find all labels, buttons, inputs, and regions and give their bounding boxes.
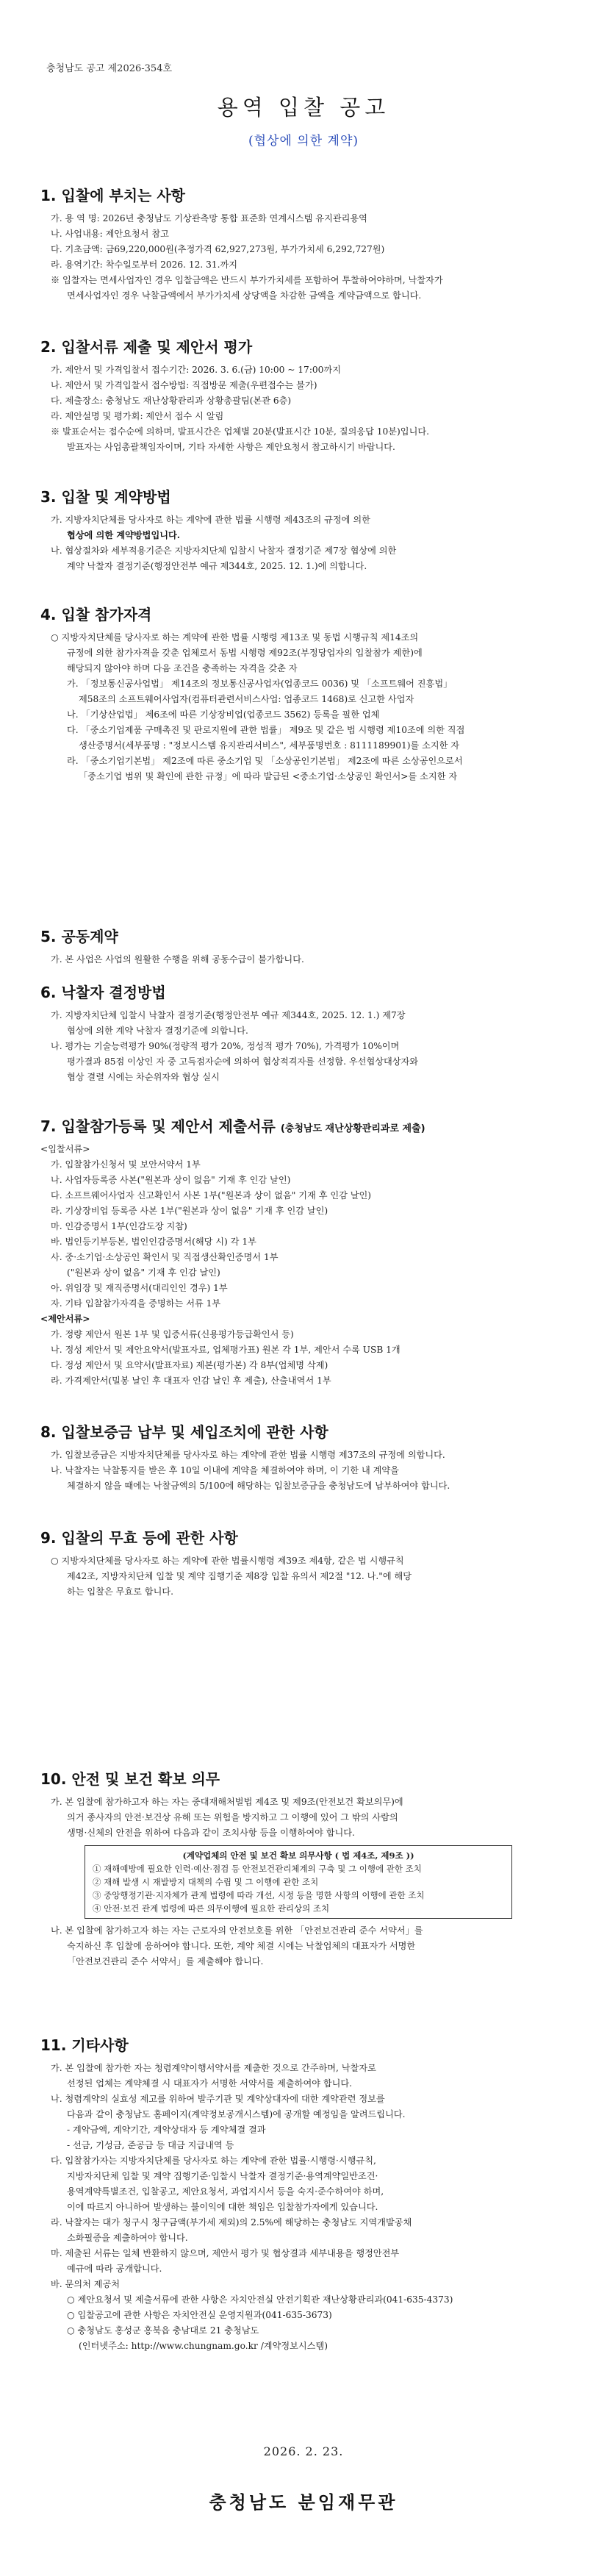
section-8-line: 가. 입찰보증금은 지방자치단체를 당사자로 하는 계약에 관한 법률 시행령 제37조의 규정에 의합니다. xyxy=(51,1450,445,1460)
section-1-line: 라. 용역기간: 착수일로부터 2026. 12. 31.까지 xyxy=(51,260,238,270)
section-10-line: 의거 종사자의 안전·보건상 유해 또는 위험을 방지하고 그 이행에 있어 그 밖의 사람의 xyxy=(67,1812,398,1822)
section-4-line: 가. 「정보통신공사업법」 제14조의 정보통신공사업자(업종코드 0036) 및 「소프트웨어 진흥법」 xyxy=(67,679,453,689)
section-1-line: 다. 기초금액: 금69,220,000원(추정가격 62,927,273원, 부가가치세 6,292,727원) xyxy=(51,244,385,254)
section-11-line: 이에 따르지 아니하여 발생하는 불이익에 대한 책임은 입찰참가자에게 있습니다. xyxy=(67,2202,378,2212)
section-2-line: 가. 제안서 및 가격입찰서 접수기간: 2026. 3. 6.(금) 10:00 ~ 17:00까지 xyxy=(51,365,341,375)
section-4-line: 라. 「중소기업기본법」 제2조에 따른 중소기업 및 「소상공인기본법」 제2조에 따른 소상공인으로서 xyxy=(67,756,463,766)
section-11 xyxy=(40,2033,577,2354)
section-1-line: 가. 용 역 명: 2026년 충청남도 기상관측망 통합 표준화 연계시스템 유지관리용역 xyxy=(51,213,367,223)
section-1-title: 1. 입찰에 부치는 사항 xyxy=(40,187,185,204)
section-11-title: 11. 기타사항 xyxy=(40,2036,129,2054)
section-1 xyxy=(40,184,577,304)
safety-duty-box-title: (계약업체의 안전 및 보건 확보 의무사항 ( 법 제4조, 제9조 )) xyxy=(182,1850,414,1861)
section-11-line: 다. 입찰참가자는 지방자치단체를 당사자로 하는 계약에 관한 법률·시행령·시행규칙, xyxy=(51,2155,376,2166)
section-7-line: 라. 기상장비업 등록증 사본 1부("원본과 상이 없음" 기재 후 인감 날인) xyxy=(51,1206,328,1216)
section-4-line: 규정에 의한 참가자격을 갖춘 업체로서 동법 시행령 제92조(부정당업자의 입찰참가 제한)에 xyxy=(67,648,423,658)
section-2-title: 2. 입찰서류 제출 및 제안서 평가 xyxy=(40,338,253,356)
section-5 xyxy=(40,925,577,967)
section-4 xyxy=(40,603,577,784)
section-7-line: 자. 기타 입찰참가자격을 증명하는 서류 1부 xyxy=(51,1298,221,1309)
section-7-title-main: 7. 입찰참가등록 및 제안서 제출서류 xyxy=(40,1117,276,1135)
section-4-line: 제58조의 소프트웨어사업자(컴퓨터관련서비스사업: 업종코드 1468)로 신고한 사업자 xyxy=(79,694,414,704)
section-3-line: 가. 지방자치단체를 당사자로 하는 계약에 관한 법률 시행령 제43조의 규정에 의한 xyxy=(51,515,370,525)
safety-duty-item: ② 재해 발생 시 재발방지 대책의 수립 및 그 이행에 관한 조치 xyxy=(93,1877,319,1887)
section-1-line: 나. 사업내용: 제안요청서 참고 xyxy=(51,229,169,239)
section-6-line: 가. 지방자치단체 입찰시 낙찰자 결정기준(행정안전부 예규 제344호, 2025. 12. 1.) 제7장 xyxy=(51,1010,406,1020)
section-4-line: 다. 「중소기업제품 구매촉진 및 판로지원에 관한 법률」 제9조 및 같은 법 시행령 제10조에 의한 직접 xyxy=(67,725,465,735)
section-7-line: ("원본과 상이 없음" 기재 후 인감 날인) xyxy=(67,1267,220,1278)
website-link[interactable]: (인터넷주소: http://www.chungnam.go.kr /계약정보시스템) xyxy=(79,2341,328,2351)
section-11-line: 선정된 업체는 계약체결 시 대표자가 서명한 서약서를 제출하여야 합니다. xyxy=(67,2078,353,2089)
section-7-line: 다. 정성 제안서 및 요약서(발표자료) 제본(평가본) 각 8부(업체명 삭제) xyxy=(51,1360,328,1370)
section-6 xyxy=(40,981,577,1085)
section-11-line: 소화필증을 제출하여야 합니다. xyxy=(67,2233,188,2243)
contact-line: ○ 충청남도 홍성군 홍북읍 충남대로 21 충청남도 xyxy=(67,2325,259,2336)
section-6-line: 나. 평가는 기술능력평가 90%(정량적 평가 20%, 정성적 평가 70%), 가격평가 10%이며 xyxy=(51,1041,400,1051)
section-11-line: 지방자치단체 입찰 및 계약 집행기준·입찰시 낙찰자 결정기준·용역계약일반조건· xyxy=(67,2171,378,2181)
safety-duty-item: ④ 안전·보건 관계 법령에 따른 의무이행에 필요한 관리상의 조치 xyxy=(93,1903,330,1914)
section-9-line: ○ 지방자치단체를 당사자로 하는 계약에 관한 법률시행령 제39조 제4항, 같은 법 시행규칙 xyxy=(51,1556,404,1566)
section-7-line: 나. 사업자등록증 사본("원본과 상이 없음" 기재 후 인감 날인) xyxy=(51,1175,291,1185)
section-7-title-small: (충청남도 재난상황관리과로 제출) xyxy=(280,1123,425,1134)
section-6-line: 협상 결렬 시에는 차순위자와 협상 실시 xyxy=(67,1072,220,1082)
safety-duty-box xyxy=(85,1845,512,1919)
contact-line: ○ 입찰공고에 관한 사항은 자치안전실 운영지원과(041-635-3673) xyxy=(67,2310,332,2320)
section-3-title: 3. 입찰 및 계약방법 xyxy=(40,488,171,506)
section-7-line: 라. 가격제안서(밀봉 날인 후 대표자 인감 날인 후 제출), 산출내역서 1부 xyxy=(51,1375,331,1386)
section-8-line: 체결하지 않을 때에는 낙찰금액의 5/100에 해당하는 입찰보증금을 충청남도에 납부하여야 합니다. xyxy=(67,1481,450,1491)
section-4-line: 생산증명서(세부품명 : "정보시스템 유지관리서비스", 세부품명번호 : 8111189901)를 소지한 자 xyxy=(79,740,460,751)
section-8-title: 8. 입찰보증금 납부 및 세입조치에 관한 사항 xyxy=(40,1423,328,1441)
section-11-line: 예규에 따라 공개합니다. xyxy=(67,2264,162,2274)
section-1-note: 면세사업자인 경우 낙찰금액에서 부가가치세 상당액을 차감한 금액을 계약금액으로 합니다. xyxy=(67,290,422,301)
section-7-line: 마. 인감증명서 1부(인감도장 지참) xyxy=(51,1221,187,1231)
section-10 xyxy=(40,1767,577,1969)
section-3-line: 협상에 의한 계약방법입니다. xyxy=(67,530,181,540)
section-10-line: 숙지하신 후 입찰에 응하여야 합니다. 또한, 계약 체결 시에는 낙찰업체의 대표자가 서명한 xyxy=(67,1941,416,1951)
section-7-line: 다. 소프트웨어사업자 신고확인서 사본 1부("원본과 상이 없음" 기재 후 인감 날인) xyxy=(51,1190,372,1201)
section-4-line: 해당되지 않아야 하며 다음 조건을 충족하는 자격을 갖춘 자 xyxy=(67,663,298,673)
section-2-note: ※ 발표순서는 접수순에 의하며, 발표시간은 업체별 20분(발표시간 10분, 질의응답 10분)입니다. xyxy=(51,426,429,437)
section-1-note: ※ 입찰자는 면세사업자인 경우 입찰금액은 반드시 부가가치세를 포함하여 투찰하여야하며, 낙찰자가 xyxy=(51,275,443,285)
section-10-title: 10. 안전 및 보건 확보 의무 xyxy=(40,1770,220,1788)
page-subtitle: (협상에 의한 계약) xyxy=(248,134,359,149)
section-9-line: 하는 입찰은 무효로 합니다. xyxy=(67,1586,174,1597)
section-4-line: 나. 「기상산업법」 제6조에 따른 기상장비업(업종코드 3562) 등록을 필한 업체 xyxy=(67,709,380,720)
contact-line: ○ 제안요청서 및 제출서류에 관한 사항은 자치안전실 안전기획관 재난상황관리과(041-635-4373) xyxy=(67,2294,453,2305)
section-7-group-heading: <입찰서류> xyxy=(40,1144,90,1154)
section-7-group-heading: <제안서류> xyxy=(40,1314,90,1324)
section-7-line: 나. 정성 제안서 및 제안요약서(발표자료, 업체평가표) 원본 각 1부, 제안서 수록 USB 1개 xyxy=(51,1345,401,1355)
section-7-line: 가. 정량 제안서 원본 1부 및 입증서류(신용평가등급확인서 등) xyxy=(51,1329,294,1339)
section-11-line: 가. 본 입찰에 참가한 자는 청렴계약이행서약서를 제출한 것으로 간주하며, 낙찰자로 xyxy=(51,2063,376,2073)
section-10-line: 생명·신체의 안전을 위하여 다음과 같이 조치사항 등을 이행하여야 합니다. xyxy=(67,1828,355,1838)
section-11-line: - 선금, 기성금, 준공금 등 대금 지급내역 등 xyxy=(67,2140,234,2150)
section-10-line: 「안전보건관리 준수 서약서」를 제출해야 합니다. xyxy=(67,1956,264,1967)
section-8-line: 나. 낙찰자는 낙찰통지를 받은 후 10일 이내에 계약을 체결하여야 하며, 이 기한 내 계약을 xyxy=(51,1465,399,1475)
section-10-line: 가. 본 입찰에 참가하고자 하는 자는 중대재해처벌법 제4조 및 제9조(안전보건 확보의무)에 xyxy=(51,1797,403,1807)
section-4-line: ○ 지방자치단체를 당사자로 하는 계약에 관한 법률 시행령 제13조 및 동법 시행규칙 제14조의 xyxy=(51,632,419,643)
section-5-line: 가. 본 사업은 사업의 원활한 수행을 위해 공동수급이 불가합니다. xyxy=(51,954,304,965)
section-7-line: 사. 중·소기업·소상공인 확인서 및 직접생산확인증명서 1부 xyxy=(51,1252,279,1262)
section-6-line: 협상에 의한 계약 낙찰자 결정기준에 의합니다. xyxy=(67,1026,248,1036)
section-2 xyxy=(40,335,577,455)
section-2-note: 발표자는 사업총괄책임자이며, 기타 자세한 사항은 제안요청서 참고하시기 바랍니다. xyxy=(67,442,395,452)
section-11-line: 바. 문의처 제공처 xyxy=(51,2279,121,2289)
section-2-line: 나. 제안서 및 가격입찰서 접수방법: 직접방문 제출(우편접수는 불가) xyxy=(51,380,317,390)
page-title: 용역 입찰 공고 xyxy=(217,95,390,120)
section-7-line: 아. 위임장 및 재직증명서(대리인인 경우) 1부 xyxy=(51,1283,228,1293)
section-4-title: 4. 입찰 참가자격 xyxy=(40,606,152,623)
section-11-line: 용역계약특별조건, 입찰공고, 제안요청서, 과업지시서 등을 숙지·준수하여야 하며, xyxy=(67,2186,384,2197)
section-2-line: 다. 제출장소: 충청남도 재난상황관리과 상황총괄팀(본관 6층) xyxy=(51,396,292,406)
section-11-line: 라. 낙찰자는 대가 청구시 청구금액(부가세 제외)의 2.5%에 해당하는 충청남도 지역개발공채 xyxy=(51,2217,412,2228)
safety-duty-item: ③ 중앙행정기관·지자체가 관계 법령에 따라 개선, 시정 등을 명한 사항의 이행에 관한 조치 xyxy=(93,1890,425,1900)
signer: 충청남도 분임재무관 xyxy=(209,2491,398,2513)
section-8 xyxy=(40,1420,577,1494)
section-3-line: 계약 낙찰자 결정기준(행정안전부 예규 제344호, 2025. 12. 1.)에 의합니다. xyxy=(67,561,367,571)
section-11-line: 마. 제출된 서류는 일체 반환하지 않으며, 제안서 평가 및 협상결과 세부내용을 행정안전부 xyxy=(51,2248,400,2258)
section-5-title: 5. 공동계약 xyxy=(40,928,118,945)
section-9-line: 제42조, 지방자치단체 입찰 및 계약 집행기준 제8장 입찰 유의서 제2절 "12. 나."에 해당 xyxy=(67,1571,412,1581)
section-4-line: 「중소기업 범위 및 확인에 관한 규정」에 따라 발급된 <중소기업·소상공인 확인서>를 소지한 자 xyxy=(79,771,458,781)
section-2-line: 라. 제안설명 및 평가회: 제안서 접수 시 알림 xyxy=(51,411,224,421)
safety-duty-item: ① 재해예방에 필요한 인력·예산·점검 등 안전보건관리체계의 구축 및 그 이행에 관한 조치 xyxy=(93,1864,422,1874)
section-3 xyxy=(40,485,577,574)
section-7-line: 바. 법인등기부등본, 법인인감증명서(해당 시) 각 1부 xyxy=(51,1237,256,1247)
section-6-line: 평가결과 85점 이상인 자 중 고득점자순에 의하여 협상적격자를 선정함. 우선협상대상자와 xyxy=(67,1056,419,1067)
section-11-line: 다음과 같이 충청남도 홈페이지(계약정보공개시스템)에 공개할 예정임을 알려드립니다. xyxy=(67,2109,406,2119)
section-11-line: - 계약금액, 계약기간, 계약상대자 등 계약체결 결과 xyxy=(67,2125,266,2135)
section-3-line: 나. 협상절차와 세부적용기준은 지방자치단체 입찰시 낙찰자 결정기준 제7장 협상에 의한 xyxy=(51,545,397,556)
section-11-line: 나. 청렴계약의 실효성 제고를 위하여 발주기관 및 계약상대자에 대한 계약관련 정보를 xyxy=(51,2094,385,2104)
section-7 xyxy=(40,1115,577,1389)
section-7-line: 가. 입찰참가신청서 및 보안서약서 1부 xyxy=(51,1159,201,1170)
notice-date: 2026. 2. 23. xyxy=(263,2444,344,2458)
section-7-title xyxy=(40,1115,577,1136)
section-9 xyxy=(40,1526,577,1600)
notice-number: 충청남도 공고 제2026-354호 xyxy=(46,63,173,74)
section-6-title: 6. 낙찰자 결정방법 xyxy=(40,984,166,1001)
section-9-title: 9. 입찰의 무효 등에 관한 사항 xyxy=(40,1529,238,1547)
section-10-line: 나. 본 입찰에 참가하고자 하는 자는 근로자의 안전보호를 위한 「안전보건관리 준수 서약서」를 xyxy=(51,1925,423,1936)
